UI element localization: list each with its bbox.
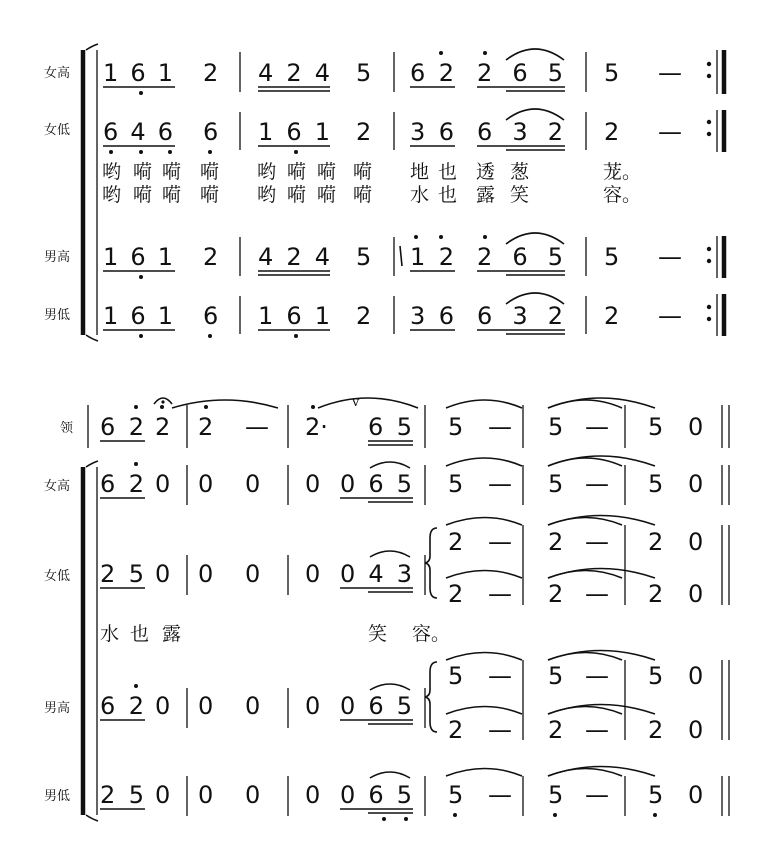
note-group: 6 2 <box>100 692 144 720</box>
note: 5 <box>604 243 620 271</box>
lyric: 嗬 <box>133 161 153 183</box>
system1-lyrics-line1 <box>102 161 641 183</box>
rest: 0 <box>305 470 321 498</box>
rest: 0 <box>245 692 261 720</box>
system2-bass <box>100 767 703 822</box>
system2-tenor <box>100 651 703 745</box>
lyric: 容。 <box>412 623 451 645</box>
note-group: 6 2 <box>100 413 144 441</box>
note-group: 1 6 1 <box>103 59 173 87</box>
system2-barlines <box>187 405 729 816</box>
note-group: 1 6 1 <box>103 243 173 271</box>
note: 5 <box>448 413 464 441</box>
rest: 0 <box>688 781 704 809</box>
rest: 0 <box>155 781 171 809</box>
rest: 0 <box>305 781 321 809</box>
note: 2 <box>548 528 564 556</box>
system2-soprano <box>100 456 703 502</box>
note: 2 <box>548 580 564 608</box>
note: 2 <box>448 580 464 608</box>
lyric: 也 <box>438 184 458 206</box>
note: 5 <box>548 413 564 441</box>
lyric: 嗬 <box>200 184 220 206</box>
label-alto-2: 女低 <box>44 569 71 584</box>
rest: 0 <box>688 716 704 744</box>
note: 2 <box>648 528 664 556</box>
system1-lyrics-line2 <box>102 184 641 206</box>
rest: 0 <box>688 413 704 441</box>
note-group: 2 6 5 <box>477 243 563 271</box>
note: 2 <box>448 528 464 556</box>
system2-lyrics <box>100 623 450 645</box>
note-group: 0 4 3 <box>340 560 412 588</box>
lyric: 露 <box>162 623 182 645</box>
note-group: 0 6 5 <box>340 692 412 720</box>
rest: 0 <box>155 692 171 720</box>
label-alto-1: 女低 <box>44 123 71 138</box>
note: 5 <box>548 470 564 498</box>
rest: 0 <box>245 560 261 588</box>
system2-lead <box>100 395 703 445</box>
lyric: 嗬 <box>287 161 307 183</box>
dash: — <box>488 781 512 809</box>
lyric: 嗬 <box>162 184 182 206</box>
lyric: 葱 <box>510 161 530 183</box>
rest: 0 <box>155 470 171 498</box>
system2-bracket <box>83 461 98 821</box>
label-tenor-1: 男高 <box>44 250 71 265</box>
dash: — <box>488 528 512 556</box>
note-group: 6 5 <box>368 413 412 441</box>
note: 2 <box>356 118 372 146</box>
note: 2 <box>604 118 620 146</box>
dash: — <box>585 662 609 690</box>
label-lead: 领 <box>60 421 74 436</box>
rest: 0 <box>198 781 214 809</box>
rest: 0 <box>688 528 704 556</box>
rest: 0 <box>305 692 321 720</box>
lyric: 也 <box>438 161 458 183</box>
note-group: 1 2 <box>410 243 454 271</box>
dash: — <box>585 413 609 441</box>
note-group: 2 6 5 <box>477 59 563 87</box>
note: 5 <box>648 662 664 690</box>
dash: — <box>658 243 682 271</box>
note: 2 <box>648 580 664 608</box>
dash: — <box>585 716 609 744</box>
rest: 0 <box>198 470 214 498</box>
note: 6 <box>203 302 219 330</box>
note-group: 2 5 <box>100 781 144 809</box>
note-group: 6 3 2 <box>477 118 563 146</box>
dash: — <box>585 470 609 498</box>
dash: — <box>658 118 682 146</box>
rest: 0 <box>688 662 704 690</box>
note-group: 6 2 <box>410 59 454 87</box>
note-group: 6 4 6 <box>103 118 173 146</box>
system1-bracket <box>83 44 98 341</box>
note: 5 <box>548 781 564 809</box>
note: 5 <box>448 781 464 809</box>
dash: — <box>488 716 512 744</box>
lyric: 透 <box>476 161 496 183</box>
dash: — <box>488 470 512 498</box>
note: 5 <box>648 781 664 809</box>
lyric: 哟 <box>102 184 122 206</box>
note-group: 4 2 4 <box>258 59 330 87</box>
divisi-brace <box>425 662 437 732</box>
note: 2 <box>203 243 219 271</box>
note: 5 <box>548 662 564 690</box>
note-group: 6 2 <box>100 470 144 498</box>
note: 5 <box>356 59 372 87</box>
lyric: 露 <box>476 184 496 206</box>
dash: — <box>488 662 512 690</box>
note: 2 <box>356 302 372 330</box>
dash: — <box>585 781 609 809</box>
system1-soprano <box>103 49 682 95</box>
lyric: 水 <box>410 184 430 206</box>
dash: — <box>488 413 512 441</box>
dash: — <box>585 580 609 608</box>
system1-alto <box>103 109 682 154</box>
note: 2 <box>448 716 464 744</box>
note-group: 0 6 5 <box>340 470 412 498</box>
note: 6 <box>203 118 219 146</box>
lyric: 哟 <box>102 161 122 183</box>
lyric: 笑 <box>510 184 530 206</box>
note: 5 <box>356 243 372 271</box>
note-group: 1 6 1 <box>258 118 330 146</box>
note: 5 <box>648 413 664 441</box>
lyric: 也 <box>130 623 150 645</box>
note: 5 <box>448 470 464 498</box>
rest: 0 <box>305 560 321 588</box>
lyric: 嗬 <box>133 184 153 206</box>
lyric: 地 <box>410 161 430 183</box>
rest: 0 <box>198 692 214 720</box>
label-bass-1: 男低 <box>44 308 71 323</box>
note-group: 3 6 <box>410 118 454 146</box>
lyric: 嗬 <box>200 161 220 183</box>
note-group: 0 6 5 <box>340 781 412 809</box>
lyric: 笑 <box>368 623 388 645</box>
lyric: 嗬 <box>317 184 337 206</box>
lyric: 嗬 <box>353 161 373 183</box>
label-soprano-1: 女高 <box>44 66 71 81</box>
rest: 0 <box>198 560 214 588</box>
breath-mark: v <box>352 395 360 410</box>
note-group: 1 6 1 <box>103 302 173 330</box>
rest: 0 <box>688 470 704 498</box>
note-dotted: 2· <box>305 413 328 441</box>
note: 5 <box>448 662 464 690</box>
note-group: 6 3 2 <box>477 302 563 330</box>
lyric: 嗬 <box>317 161 337 183</box>
note: 2 <box>604 302 620 330</box>
note: 2 <box>203 59 219 87</box>
rest: 0 <box>245 781 261 809</box>
lyric: 容。 <box>603 184 642 206</box>
note-group: 4 2 4 <box>258 243 330 271</box>
note: 5 <box>648 470 664 498</box>
lyric: 茏。 <box>603 161 642 183</box>
dotted-barline-tick <box>400 246 402 266</box>
note: 2 <box>648 716 664 744</box>
dash: — <box>488 580 512 608</box>
note-group: 2 5 <box>100 560 144 588</box>
note: 2 <box>198 413 214 441</box>
dash: — <box>585 528 609 556</box>
lyric: 嗬 <box>353 184 373 206</box>
note: 5 <box>604 59 620 87</box>
rest: 0 <box>688 580 704 608</box>
system2-alto <box>100 516 703 609</box>
note-group: 3 6 <box>410 302 454 330</box>
lyric: 嗬 <box>287 184 307 206</box>
system1-tenor <box>103 233 682 279</box>
dash: — <box>658 59 682 87</box>
note: 2 <box>548 716 564 744</box>
label-tenor-2: 男高 <box>44 701 71 716</box>
note-group: 1 6 1 <box>258 302 330 330</box>
lyric: 嗬 <box>162 161 182 183</box>
dash: — <box>658 302 682 330</box>
system1-bass <box>103 293 682 338</box>
rest: 0 <box>245 470 261 498</box>
dash: — <box>245 413 269 441</box>
rest: 0 <box>155 560 171 588</box>
label-bass-2: 男低 <box>44 789 71 804</box>
lyric: 水 <box>100 623 120 645</box>
lyric: 哟 <box>257 184 277 206</box>
lyric: 哟 <box>257 161 277 183</box>
label-soprano-2: 女高 <box>44 479 71 494</box>
note-fermata: 2 <box>155 413 171 441</box>
divisi-brace <box>425 528 437 598</box>
